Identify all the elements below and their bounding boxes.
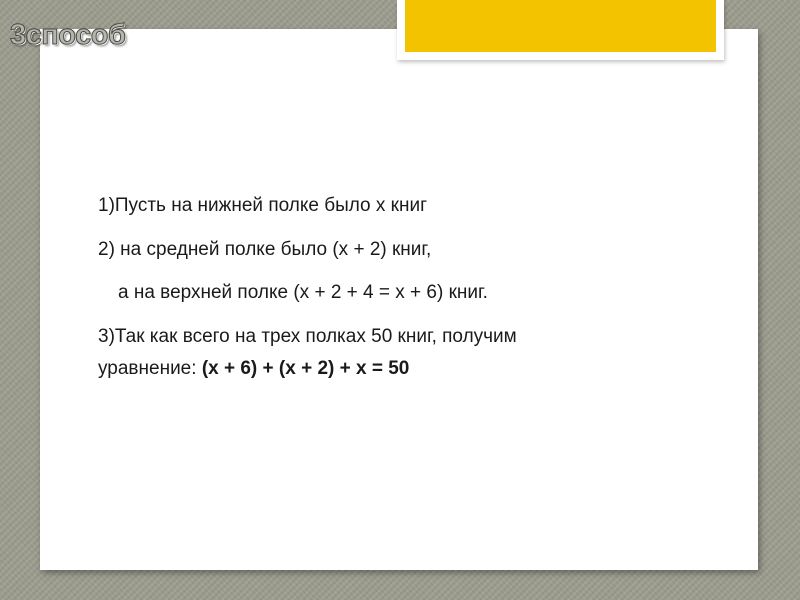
accent-bar	[397, 0, 724, 60]
body-line-3: а на верхней полке (х + 2 + 4 = х + 6) книг.	[118, 282, 488, 303]
body-line-2: 2) на средней полке было (х + 2) книг,	[98, 239, 432, 260]
slide-title: 3способ	[10, 19, 126, 51]
equation-prefix: уравнение:	[98, 358, 202, 379]
body-line-1: 1)Пусть на нижней полке было х книг	[98, 195, 428, 216]
slide-body	[98, 194, 738, 381]
body-line-5	[98, 357, 738, 381]
accent-bar-fill	[405, 0, 716, 52]
body-line-4: 3)Так как всего на трех полках 50 книг, получим	[98, 326, 517, 347]
equation: (х + 6) + (х + 2) + х = 50	[201, 358, 410, 379]
